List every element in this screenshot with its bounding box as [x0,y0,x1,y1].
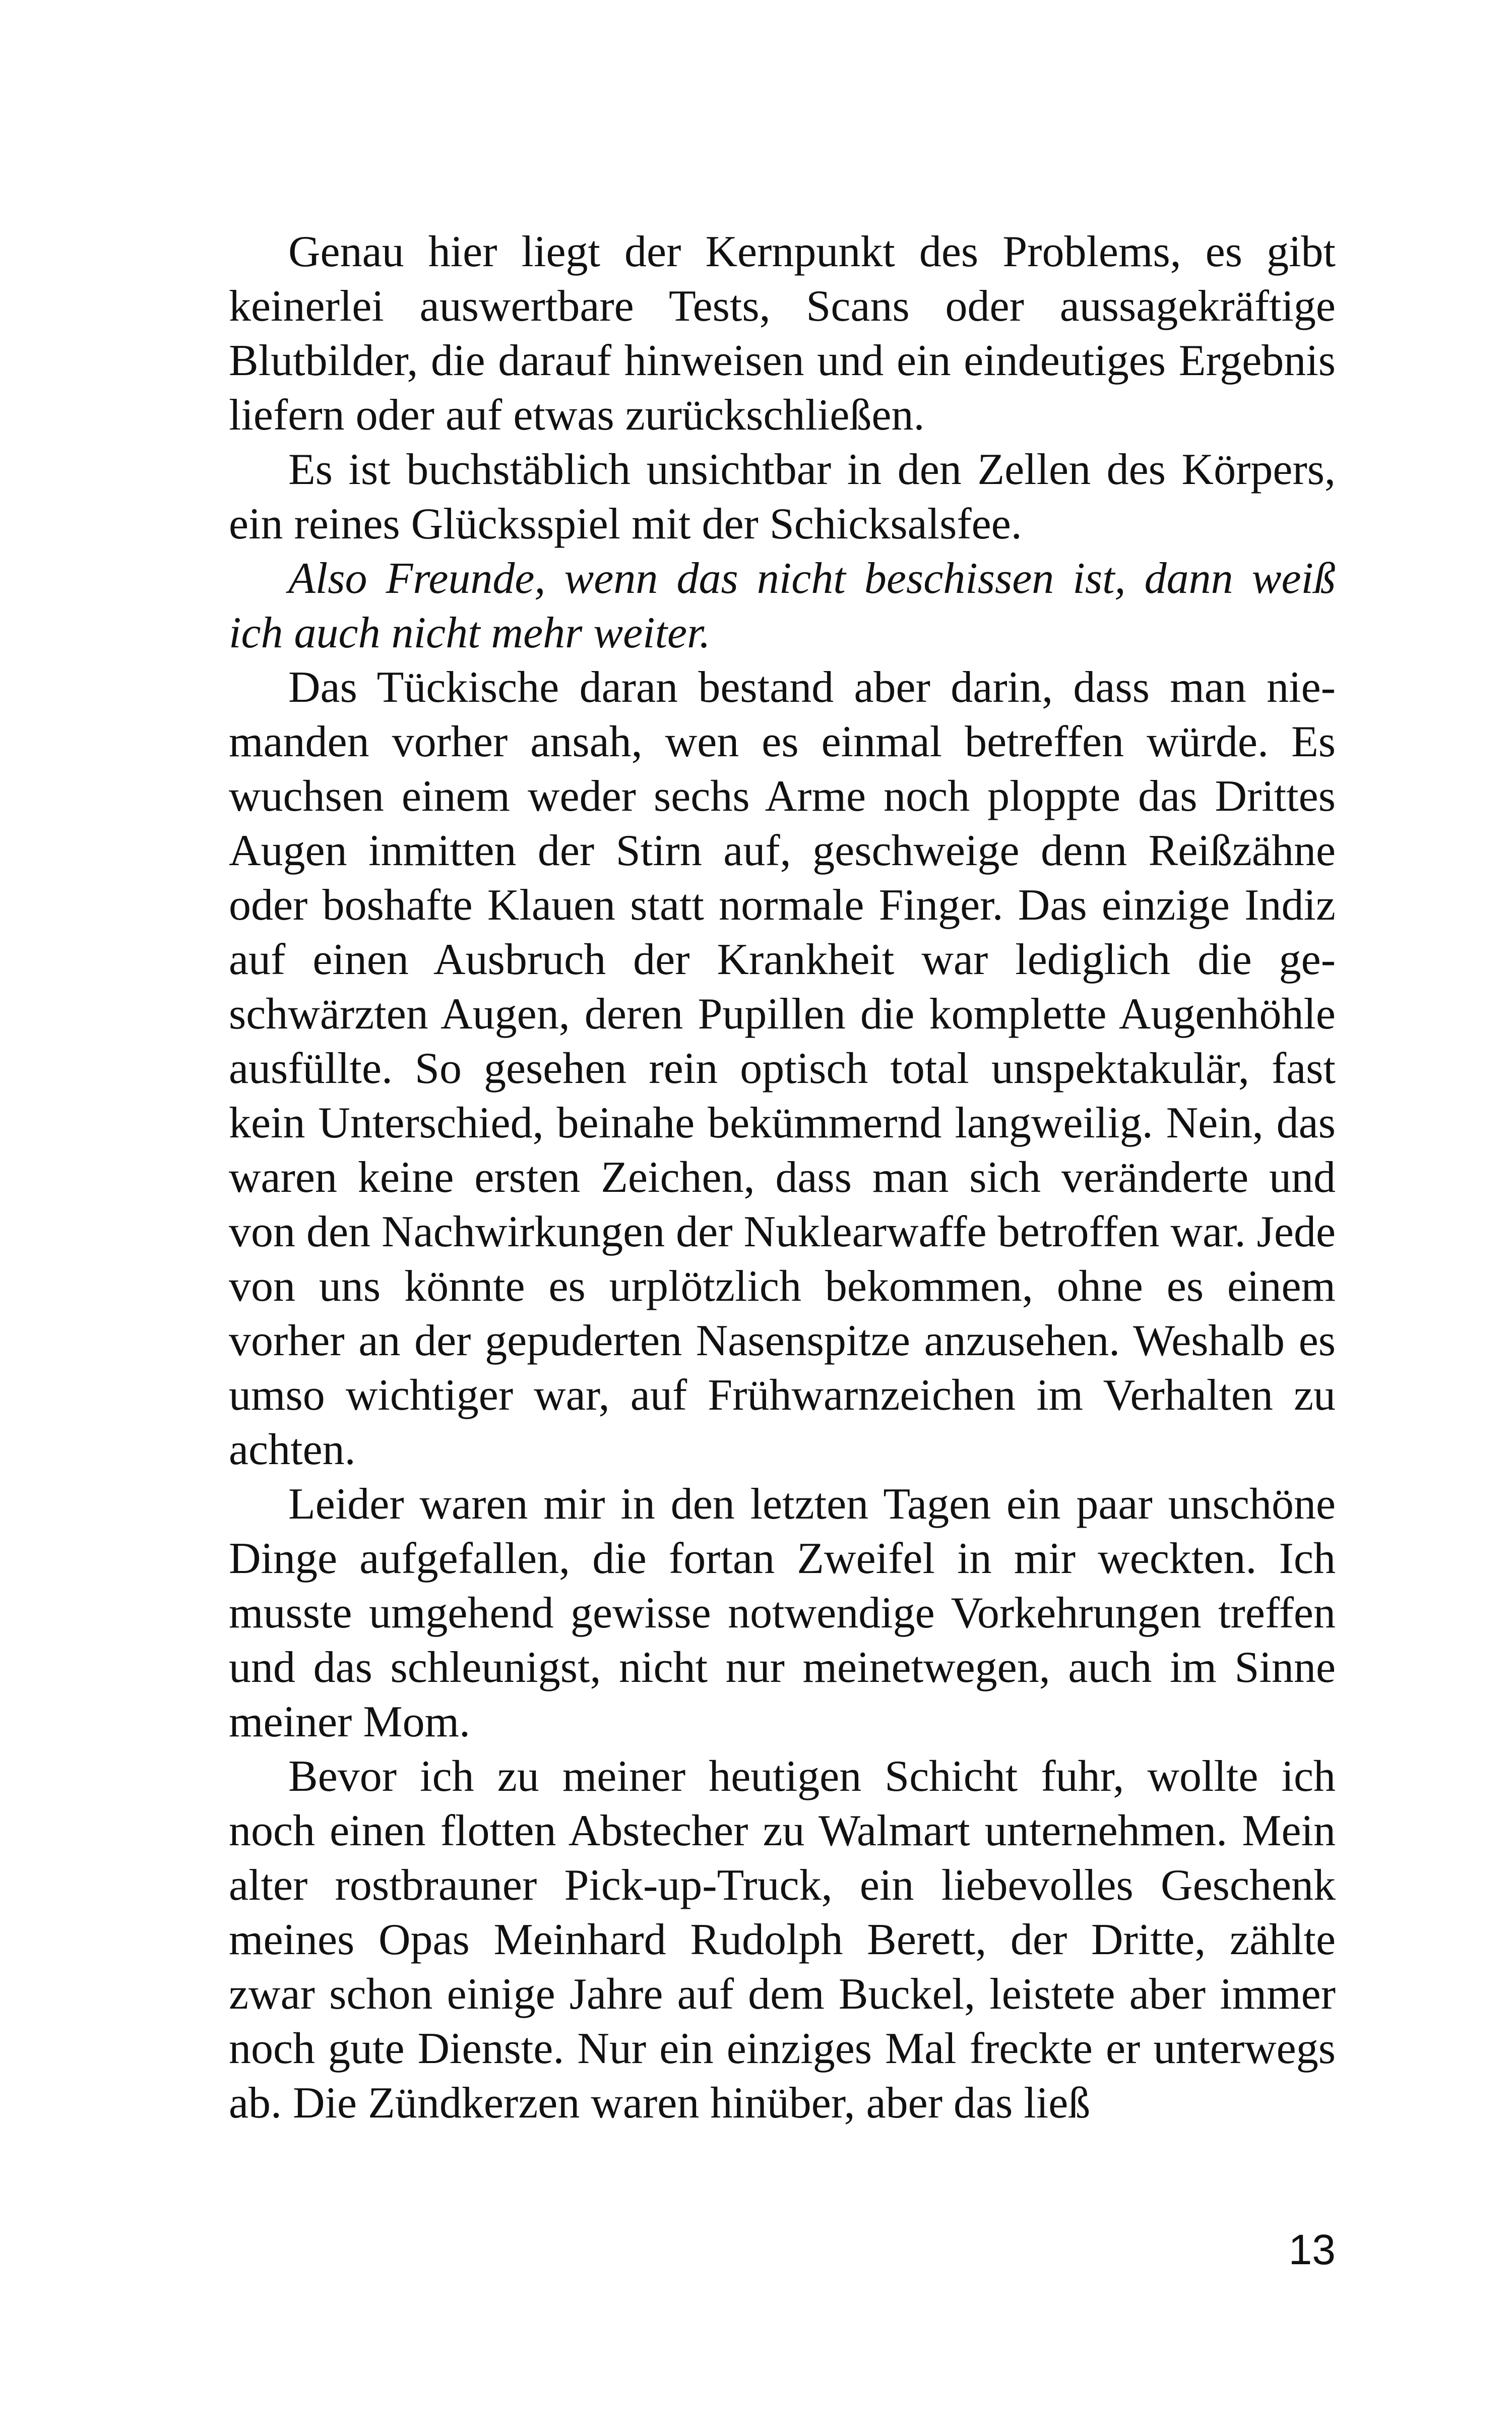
paragraph: Bevor ich zu meiner heutigen Schicht fuhr, wollte ich noch einen flotten Abstecher zu Walmart unternehmen. Mein alter rostbrauner Pick-up-Truck, ein liebevolles Geschenk meines Opas Meinhard Rudolph Berett, der Dritte, zählte zwar schon einige Jahre auf dem Buckel, leistete aber immer noch gute Dienste. Nur ein einziges Mal freckte er unterwegs ab. Die Zündkerzen waren hinüber, aber das ließ [229,1752,1336,2128]
paragraph: Leider waren mir in den letzten Tagen ein paar unschöne Dinge aufgefallen, die fortan Zweifel in mir weckten. Ich musste umgehend gewisse notwendige Vorkehrungen treffen und das schleunigst, nicht nur meinetwegen, auch im Sinne meiner Mom. [229,1480,1336,1746]
paragraph: Genau hier liegt der Kernpunkt des Problems, es gibt keinerlei auswertbare Tests, Scans oder aussagekräftige Blutbilder, die darauf hinweisen und ein eindeutiges Ergebnis liefern oder auf etwas zurückschließen. [229,227,1336,440]
page-number: 13 [1288,2226,1336,2273]
italic-paragraph: Also Freunde, wenn das nicht beschissen ist, dann weiß ich auch nicht mehr weiter. [229,554,1336,657]
body-text [229,225,1336,2131]
paragraph: Das Tückische daran bestand aber darin, dass man niemanden vorher ansah, wen es einmal betreffen würde. Es wuchsen einem weder sechs Arme noch ploppte das Drittes Augen inmitten der Stirn auf, geschweige denn Reißzähne oder boshafte Klauen statt normale Finger. Das einzige Indiz auf einen Ausbruch der Krankheit war lediglich die geschwärzten Augen, deren Pupillen die komplette Augenhöhle ausfüllte. So gesehen rein optisch total unspektakulär, fast kein Unterschied, beinahe bekümmernd langweilig. Nein, das waren keine ersten Zeichen, dass man sich veränderte und von den Nachwirkungen der Nuklearwaffe betroffen war. Jede von uns könnte es urplötzlich bekommen, ohne es einem vorher an der gepuderten Nasenspitze anzusehen. Weshalb es umso wichtiger war, auf Frühwarnzeichen im Verhalten zu achten. [229,663,1336,1474]
paragraph: Es ist buchstäblich unsichtbar in den Zellen des Körpers, ein reines Glücksspiel mit der Schicksalsfee. [229,445,1336,549]
